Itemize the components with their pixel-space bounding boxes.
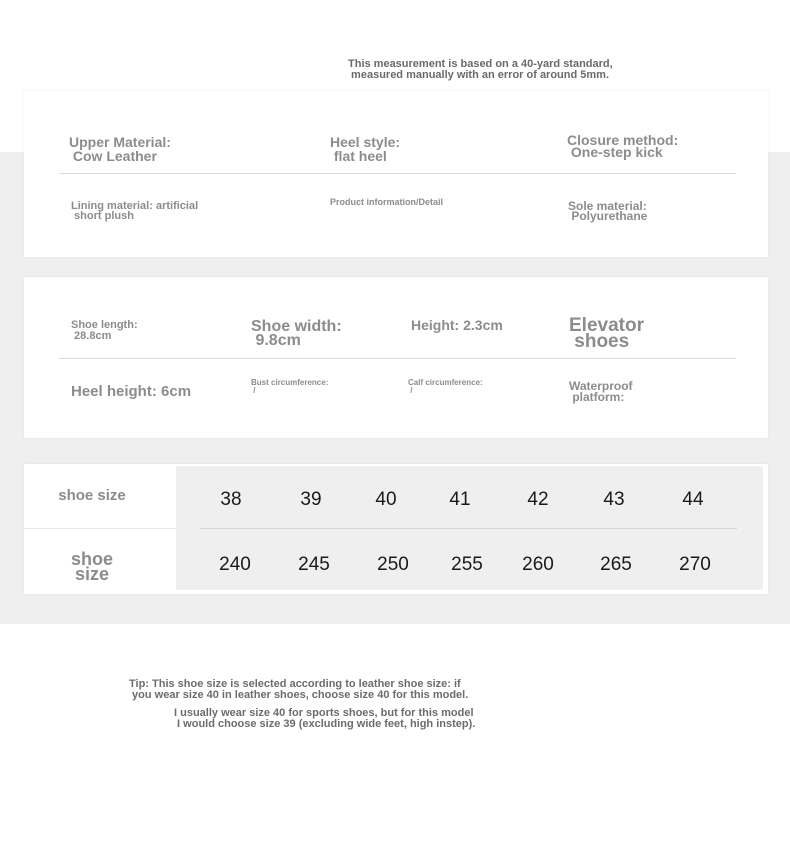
shoe-length: Shoe length: 28.8cm [71, 319, 138, 342]
heel-height: Heel height: 6cm [71, 383, 192, 400]
eu-size-cell: 41 [449, 489, 471, 510]
mm-size-cell: 265 [600, 554, 632, 575]
eu-size-cell: 38 [220, 489, 242, 510]
materials-card [24, 91, 768, 257]
eu-size-cell: 40 [375, 489, 397, 510]
size-tip: Tip: This shoe size is selected according to leather shoe size: if you wear size 40 in leather shoes, choose size 40 for this model. [129, 678, 469, 701]
mm-size-cell: 260 [522, 554, 554, 575]
height: Height: 2.3cm [411, 317, 503, 333]
shoe-width: Shoe width: 9.8cm [251, 318, 342, 350]
upper-material: Upper Material: Cow Leather [69, 134, 171, 164]
mm-size-cell: 240 [219, 554, 251, 575]
product-info-label: Product information/Detail [330, 197, 444, 207]
measurement-note: This measurement is based on a 40-yard standard, measured manually with an error of around 5mm. [348, 58, 613, 81]
sole-material: Sole material: Polyurethane [568, 199, 648, 224]
lining-material: Lining material: artificial short plush [71, 200, 199, 223]
divider [200, 528, 737, 529]
eu-size-cell: 43 [603, 489, 625, 510]
divider [24, 528, 176, 529]
calf-circumference: Calf circumference: / [408, 378, 483, 395]
size-recommendation: I usually wear size 40 for sports shoes, but for this model I would choose size 39 (excluding wide feet, high instep). [174, 707, 476, 730]
dimensions-card [24, 277, 768, 438]
size-row-label: shoe size [58, 487, 126, 504]
size-row-label: shoe size [70, 549, 113, 585]
heel-style: Heel style: flat heel [330, 134, 401, 164]
divider [59, 173, 736, 174]
closure-method: Closure method: One-step kick [567, 132, 679, 160]
eu-size-cell: 42 [527, 489, 549, 510]
mm-size-cell: 255 [451, 554, 483, 575]
size-table [24, 464, 768, 594]
mm-size-cell: 270 [679, 554, 711, 575]
eu-size-cell: 39 [300, 489, 322, 510]
size-values-panel [176, 466, 763, 590]
mm-size-cell: 250 [377, 554, 409, 575]
bust-circumference: Bust circumference: / [251, 378, 329, 395]
waterproof-platform: Waterproof platform: [569, 379, 633, 404]
divider [59, 358, 736, 359]
elevator-shoes: Elevator shoes [569, 315, 644, 353]
mm-size-cell: 245 [298, 554, 330, 575]
eu-size-cell: 44 [682, 489, 704, 510]
